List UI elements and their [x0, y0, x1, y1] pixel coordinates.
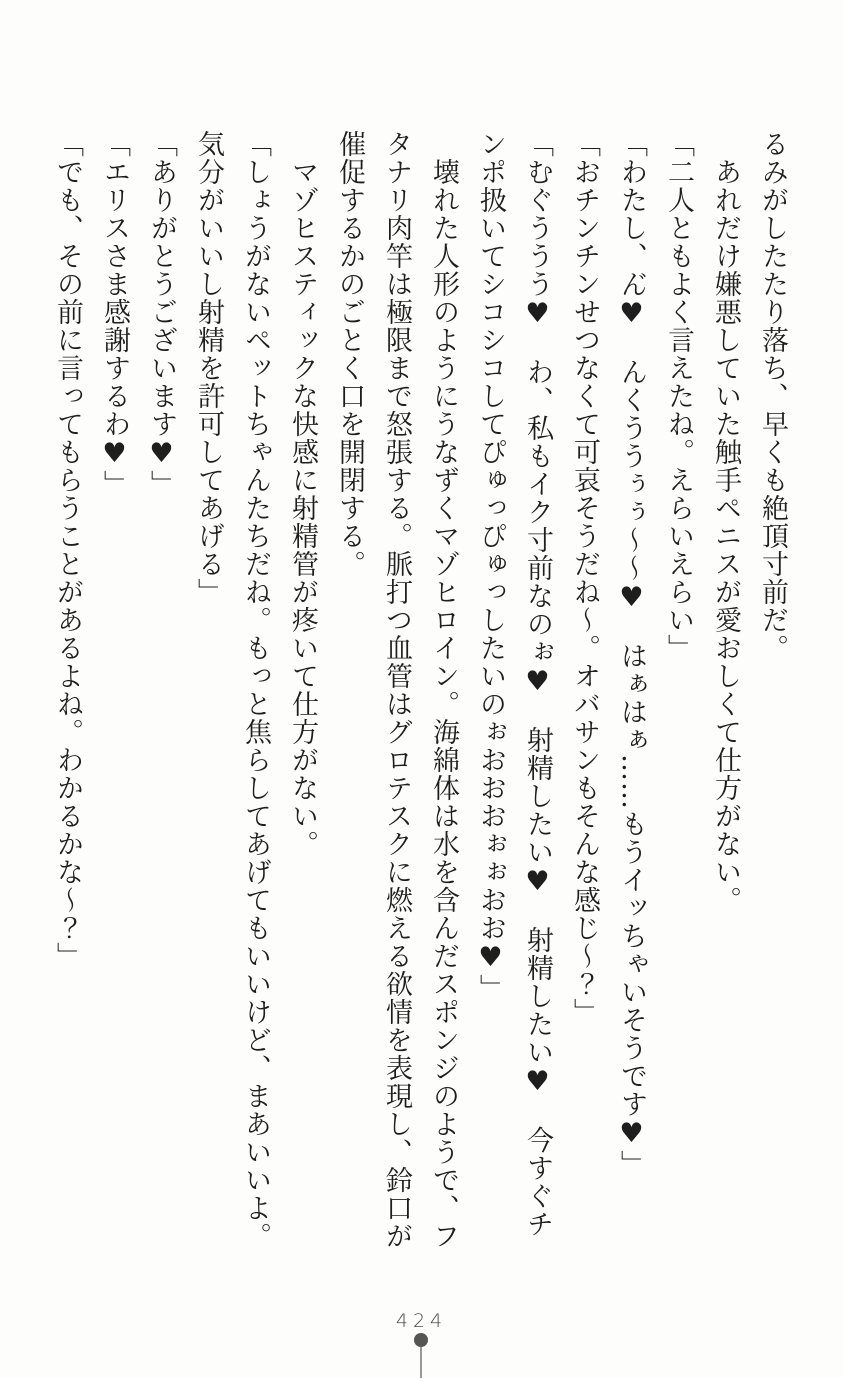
- ornament-stem: [420, 1344, 422, 1378]
- text-column: あれだけ嫌悪していた触手ペニスが愛おしくて仕方がない。: [710, 158, 741, 914]
- text-column: 「おチンチンせつなくて可哀そうだね～。オバサンもそんな感じ～？」: [569, 130, 600, 1026]
- ornament-dot-icon: [414, 1333, 428, 1347]
- page-number: 424: [395, 1310, 448, 1332]
- text-column: 「わたし、ん゙♥ んくううぅぅ～～♥ はぁはぁ……もうイッちゃいそうです♥」: [616, 130, 647, 1178]
- text-column: タナリ肉竿は極限まで怒張する。脈打つ血管はグロテスクに燃える欲情を表現し、鈴口が: [381, 130, 412, 1250]
- text-column: マゾヒスティックな快感に射精管が疼いて仕方がない。: [287, 158, 318, 858]
- text-column: 催促するかのごとく口を開閉する。: [334, 130, 365, 578]
- page-text: [44, 130, 796, 1280]
- text-column: 気分がいいし射精を許可してあげる」: [193, 130, 224, 606]
- text-column: 「でも、その前に言ってもらうことがあるよね。わかるかな～？」: [52, 130, 83, 970]
- text-column: 壊れた人形のようにうなずくマゾヒロイン。海綿体は水を含んだスポンジのようで、フ: [428, 158, 459, 1250]
- text-column: 「ありがとうございます♥」: [146, 130, 177, 498]
- text-column: 「むぐううう♥ わ、私もイク寸前なのぉ♥ 射精したい♥ 射精したい♥ 今すぐチ: [522, 130, 553, 1238]
- text-column: 「エリスさま感謝するわ♥」: [99, 130, 130, 498]
- text-column: ンポ扱いてシコシコしてぴゅっぴゅっしたいのぉおおおぉぉおお♥」: [475, 130, 506, 1002]
- text-column: 「しょうがないペットちゃんたちだね。もっと焦らしてあげてもいいけど、まあいいよ。: [240, 130, 271, 1250]
- text-column: るみがしたたり落ち、早くも絶頂寸前だ。: [757, 130, 788, 662]
- text-column: 「二人ともよく言えたね。えらいえらい」: [663, 130, 694, 662]
